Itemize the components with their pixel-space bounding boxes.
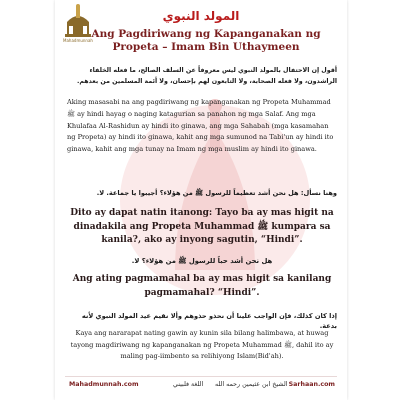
footer-website-left[interactable]: Mahadmunnah.com	[69, 381, 139, 388]
tagalog-paragraph-4: Kaya ang nararapat nating gawin ay kunin sila bilang halimbawa, at huwag tayong magdiriwang ng kapanganakan ng Propeta Muhammad ﷺ, dahil ito ay maling pag-iimbento sa relihiyong Islam(Bid'ah).	[70, 329, 334, 361]
page-title: Ang Pagdiriwang ng Kapanganakan ng Propeta – Imam Bin Uthaymeen	[91, 28, 321, 53]
arabic-paragraph-3: هل نحن أشد حباً للرسول ﷺ من هؤلاء؟ لا.	[131, 257, 273, 265]
footer-website-right[interactable]: Sarhaan.com	[288, 381, 335, 388]
tagalog-paragraph-1: Aking masasabi na ang pagdiriwang ng kapanganakan ng Propeta Muhammad ﷺ ay hindi hayag o naging katagurian sa panahon ng mga Salaf. Ang mga Khulafaa Al-Rashidun ay hindi ito ginawa, ang mga Sahabah (mga kasamahan ng Propeta) ay hindi ito ginawa, kahit ang mga sumunod na Tabi'un ay hindi ito ginawa, kahit ang mga tunay na Imam ng mga muslim ay hindi ito ginawa.	[67, 98, 334, 154]
footer-sheikh-label: الشيخ ابن عثيمين رحمه الله	[215, 381, 288, 388]
arabic-paragraph-2: وهنا نسأل: هل نحن أشد تعظيماً للرسول ﷺ من هؤلاء؟ أجيبوا يا جماعة. لا.	[96, 189, 337, 197]
logo-caption: Mahadmunnah	[63, 38, 93, 43]
footer-divider	[65, 376, 337, 377]
tagalog-paragraph-3: Ang ating pagmamahal ba ay mas higit sa kanilang pagmamahal? “Hindi”.	[72, 274, 332, 298]
footer-language-label: اللغة فلبيني	[173, 381, 204, 388]
arabic-paragraph-1: أقول إن الاحتفال بالمولد النبوي ليس معروفاً عن السلف الصالح، ما فعله الخلفاء الراشدون، ولا فعله الصحابة، ولا التابعون لهم بإحسان، ولا أئمة المسلمين من بعدهم.	[76, 67, 337, 85]
document-page	[55, 0, 347, 400]
tagalog-paragraph-2: Dito ay dapat natin itanong: Tayo ba ay mas higit na dinadakila ang Propeta Muhammad ﷺ kumpara sa kanila?, ako ay inyong sagutin, “Hindi”.	[70, 208, 334, 245]
arabic-title: المولد النبوي	[162, 9, 240, 23]
footer	[55, 381, 347, 391]
arabic-paragraph-4: إذا كان كذلك، فإن الواجب علينا أن نحذو حذوهم وألا نقيم عيد المولد النبوي لأنه بدعة.	[81, 312, 337, 330]
